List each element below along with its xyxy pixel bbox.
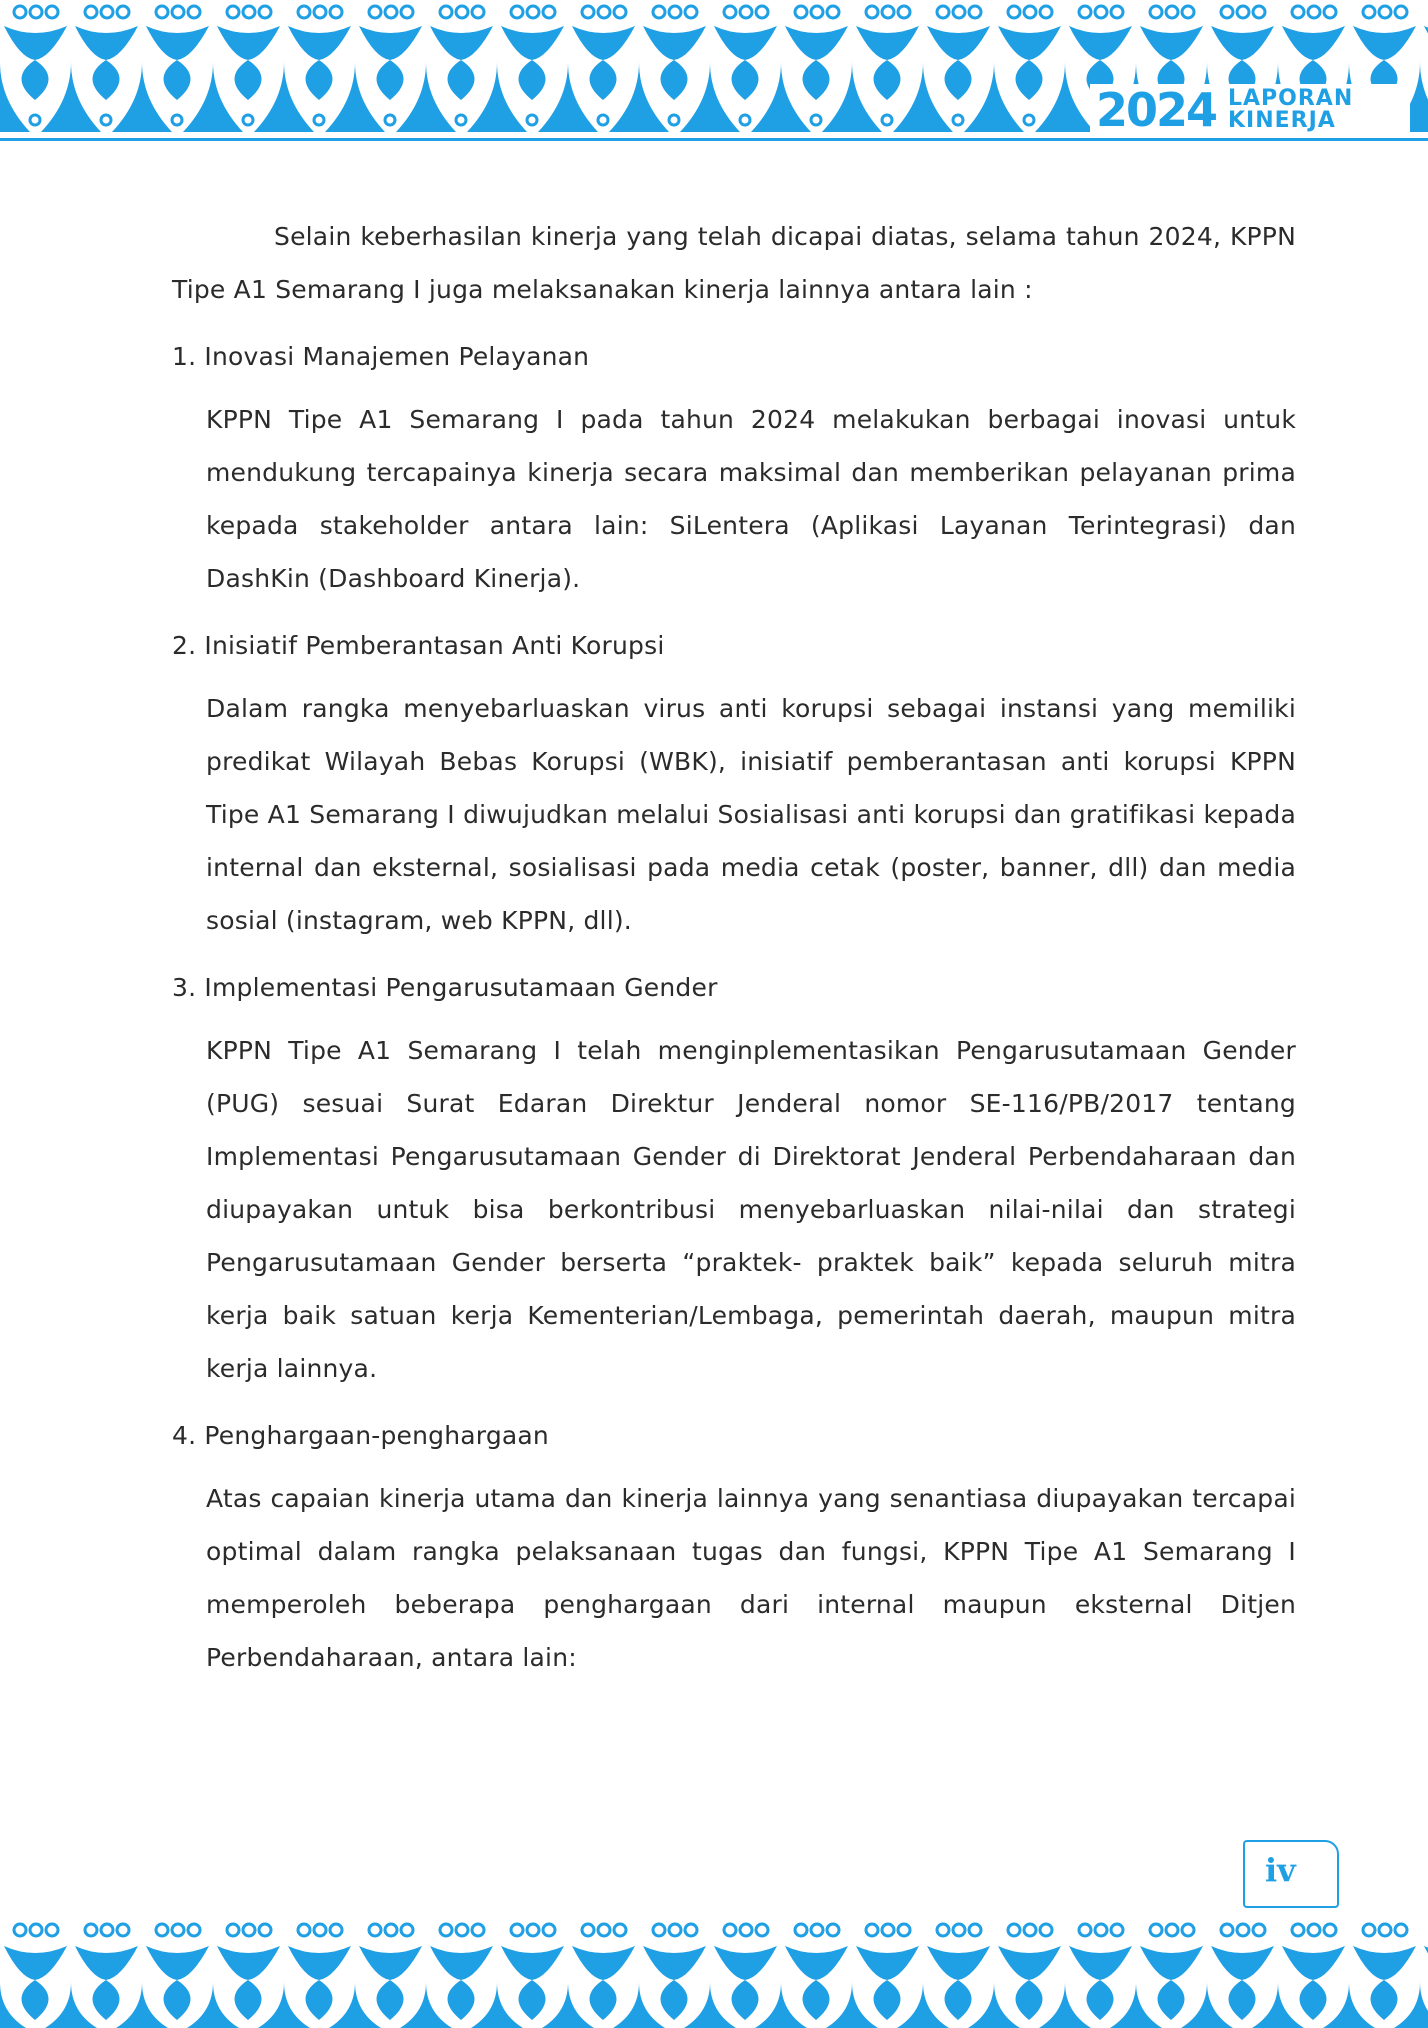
item-body-gender: KPPN Tipe A1 Semarang I telah menginplementasikan Pengarusutamaan Gender (PUG) sesuai Surat Edaran Direktur Jenderal nomor SE-116/PB/2017 tentang Implementasi Pengarusutamaan Gender di Direktorat Jenderal Perbendaharaan dan diupayakan untuk bisa berkontribusi menyebarluaskan nilai-nilai dan strategi Pengarusutamaan Gender berserta “praktek- praktek baik” kepada seluruh mitra kerja baik satuan kerja Kementerian/Lembaga, pemerintah daerah, maupun mitra kerja lainnya. [206, 1036, 1296, 1383]
batik-pattern-bottom [0, 1916, 1428, 2028]
logo-year: 2024 [1096, 83, 1217, 137]
page-number-badge [1243, 1840, 1339, 1908]
logo-line-kinerja: KINERJA [1228, 108, 1336, 133]
item-title-anti-korupsi: 2. Inisiatif Pemberantasan Anti Korupsi [172, 631, 665, 660]
item-body-anti-korupsi: Dalam rangka menyebarluaskan virus anti korupsi sebagai instansi yang memiliki predikat Wilayah Bebas Korupsi (WBK), inisiatif pemberantasan anti korupsi KPPN Tipe A1 Semarang I diwujudkan melalui Sosialisasi anti korupsi dan gratifikasi kepada internal dan eksternal, sosialisasi pada media cetak (poster, banner, dll) dan media sosial (instagram, web KPPN, dll). [206, 694, 1296, 935]
item-body-inovasi: KPPN Tipe A1 Semarang I pada tahun 2024 melakukan berbagai inovasi untuk mendukung tercapainya kinerja secara maksimal dan memberikan pelayanan prima kepada stakeholder antara lain: SiLentera (Aplikasi Layanan Terintegrasi) dan DashKin (Dashboard Kinerja). [206, 405, 1296, 593]
logo-title [1228, 88, 1353, 132]
item-title-inovasi: 1. Inovasi Manajemen Pelayanan [172, 342, 590, 371]
logo-line-laporan: LAPORAN [1228, 86, 1354, 111]
report-logo [1090, 84, 1410, 136]
intro-paragraph: Selain keberhasilan kinerja yang telah dicapai diatas, selama tahun 2024, KPPN Tipe A1 Semarang I juga melaksanakan kinerja lainnya antara lain : [172, 222, 1296, 304]
item-title-gender: 3. Implementasi Pengarusutamaan Gender [172, 973, 718, 1002]
item-body-penghargaan: Atas capaian kinerja utama dan kinerja lainnya yang senantiasa diupayakan tercapai optimal dalam rangka pelaksanaan tugas dan fungsi, KPPN Tipe A1 Semarang I memperoleh beberapa penghargaan dari internal maupun eksternal Ditjen Perbendaharaan, antara lain: [206, 1484, 1296, 1672]
footer-batik-band [0, 1916, 1428, 2028]
list-item [172, 1409, 1296, 1684]
list-item [172, 961, 1296, 1395]
document-body [172, 210, 1296, 1684]
item-title-penghargaan: 4. Penghargaan-penghargaan [172, 1421, 549, 1450]
list-item [172, 330, 1296, 605]
list-item [172, 619, 1296, 947]
page-number: iv [1265, 1851, 1296, 1889]
